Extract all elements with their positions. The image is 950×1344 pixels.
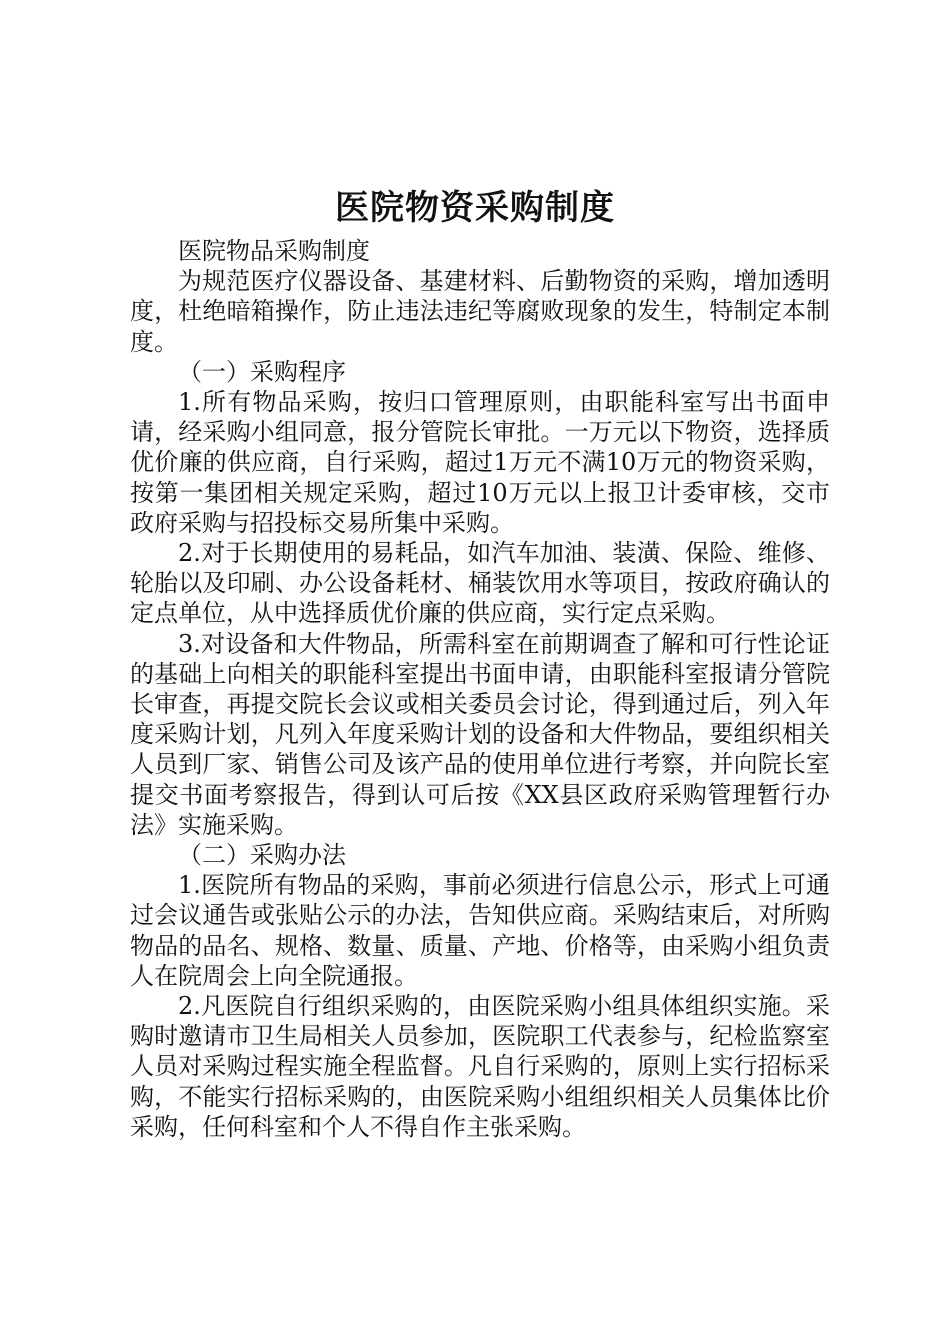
section-1-item-3: 3.对设备和大件物品，所需科室在前期调查了解和可行性论证的基础上向相关的职能科室提出书面申请，由职能科室报请分管院长审查，再提交院长会议或相关委员会讨论，得到通过后，列入年度采购计划，凡列入年度采购计划的设备和大件物品，要组织相关人员到厂家、销售公司及该产品的使用单位进行考察，并向院长室提交书面考察报告，得到认可后按《XX县区政府采购管理暂行办法》实施采购。 xyxy=(130,629,830,839)
document-subtitle: 医院物品采购制度 xyxy=(178,237,370,265)
document-body xyxy=(130,236,830,1142)
section-2-item-2: 2.凡医院自行组织采购的，由医院采购小组具体组织实施。采购时邀请市卫生局相关人员参加，医院职工代表参与，纪检监察室人员对采购过程实施全程监督。凡自行采购的，原则上实行招标采购，不能实行招标采购的，由医院采购小组组织相关人员集体比价采购，任何科室和个人不得自作主张采购。 xyxy=(130,992,830,1141)
intro-paragraph: 为规范医疗仪器设备、基建材料、后勤物资的采购，增加透明度，杜绝暗箱操作，防止违法违纪等腐败现象的发生，特制定本制度。 xyxy=(130,267,830,356)
section-1-heading: （一）采购程序 xyxy=(178,357,346,386)
section-1-item-1: 1.所有物品采购，按归口管理原则，由职能科室写出书面申请，经采购小组同意，报分管院长审批。一万元以下物资，选择质优价廉的供应商，自行采购，超过1万元不满10万元的物资采购，按第一集团相关规定采购，超过10万元以上报卫计委审核，交市政府采购与招投标交易所集中采购。 xyxy=(130,388,830,537)
section-2-item-1: 1.医院所有物品的采购，事前必须进行信息公示，形式上可通过会议通告或张贴公示的办法，告知供应商。采购结束后，对所购物品的品名、规格、数量、质量、产地、价格等，由采购小组负责人在院周会上向全院通报。 xyxy=(130,871,830,990)
document-title: 医院物资采购制度 xyxy=(335,188,615,228)
section-2-heading: （二）采购办法 xyxy=(178,841,346,870)
section-1-item-2: 2.对于长期使用的易耗品，如汽车加油、装潢、保险、维修、轮胎以及印刷、办公设备耗材、桶装饮用水等项目，按政府确认的定点单位，从中选择质优价廉的供应商，实行定点采购。 xyxy=(130,539,830,628)
